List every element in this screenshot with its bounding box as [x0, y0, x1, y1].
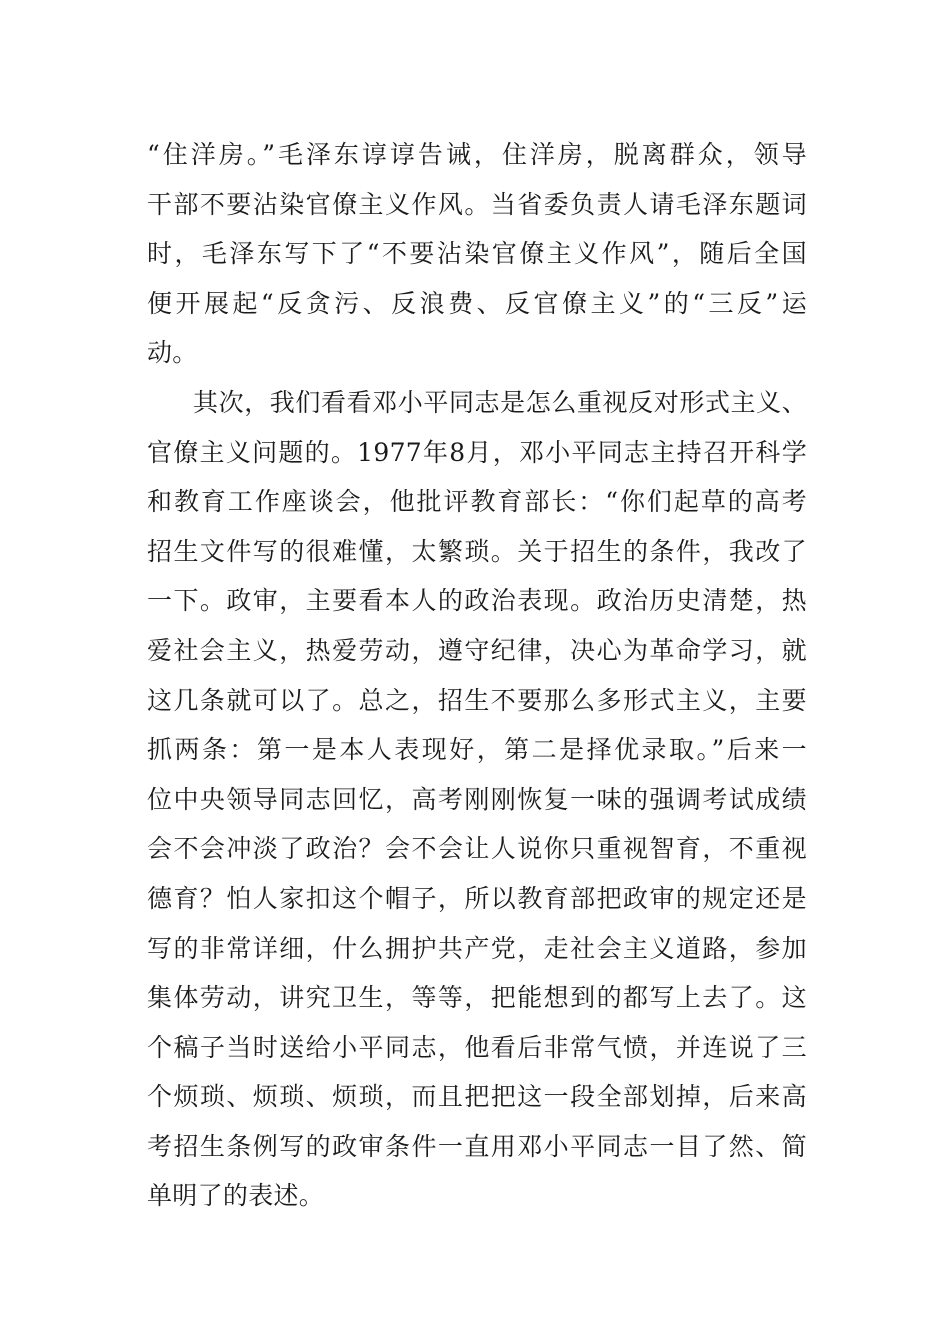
- text-line: 官僚主义问题的。1977年8月，邓小平同志主持召开科学: [147, 437, 807, 467]
- text-line: 位中央领导同志回忆，高考刚刚恢复一味的强调考试成绩: [147, 784, 807, 814]
- text-line: 写的非常详细，什么拥护共产党，走社会主义道路，参加: [147, 933, 807, 963]
- text-line: 这几条就可以了。总之，招生不要那么多形式主义，主要: [147, 685, 807, 715]
- text-line: 单明了的表述。: [147, 1181, 325, 1211]
- text-line: 一下。政审，主要看本人的政治表现。政治历史清楚，热: [147, 586, 807, 616]
- body-text: [147, 130, 807, 1221]
- text-line: 和教育工作座谈会，他批评教育部长：“你们起草的高考: [147, 487, 807, 517]
- text-line: 其次，我们看看邓小平同志是怎么重视反对形式主义、: [193, 387, 807, 417]
- text-line: 个烦琐、烦琐、烦琐，而且把把这一段全部划掉，后来高: [147, 1082, 807, 1112]
- text-line: 集体劳动，讲究卫生，等等，把能想到的都写上去了。这: [147, 983, 807, 1013]
- text-line: 考招生条例写的政审条件一直用邓小平同志一目了然、简: [147, 1131, 807, 1161]
- text-line: 会不会冲淡了政治？会不会让人说你只重视智育，不重视: [147, 834, 807, 864]
- text-line: “住洋房。”毛泽东谆谆告诫，住洋房，脱离群众，领导: [147, 140, 807, 169]
- text-line: 抓两条：第一是本人表现好，第二是择优录取。”后来一: [147, 735, 807, 765]
- text-line: 时，毛泽东写下了“不要沾染官僚主义作风”，随后全国: [147, 239, 807, 269]
- text-line: 便开展起“反贪污、反浪费、反官僚主义”的“三反”运: [147, 288, 807, 318]
- text-line: 招生文件写的很难懂，太繁琐。关于招生的条件，我改了: [147, 536, 807, 566]
- text-line: 动。: [147, 338, 198, 368]
- text-line: 个稿子当时送给小平同志，他看后非常气愤，并连说了三: [147, 1032, 807, 1062]
- text-line: 干部不要沾染官僚主义作风。当省委负责人请毛泽东题词: [147, 189, 807, 219]
- text-line: 德育？怕人家扣这个帽子，所以教育部把政审的规定还是: [147, 883, 807, 913]
- text-line: 爱社会主义，热爱劳动，遵守纪律，决心为革命学习，就: [147, 635, 807, 665]
